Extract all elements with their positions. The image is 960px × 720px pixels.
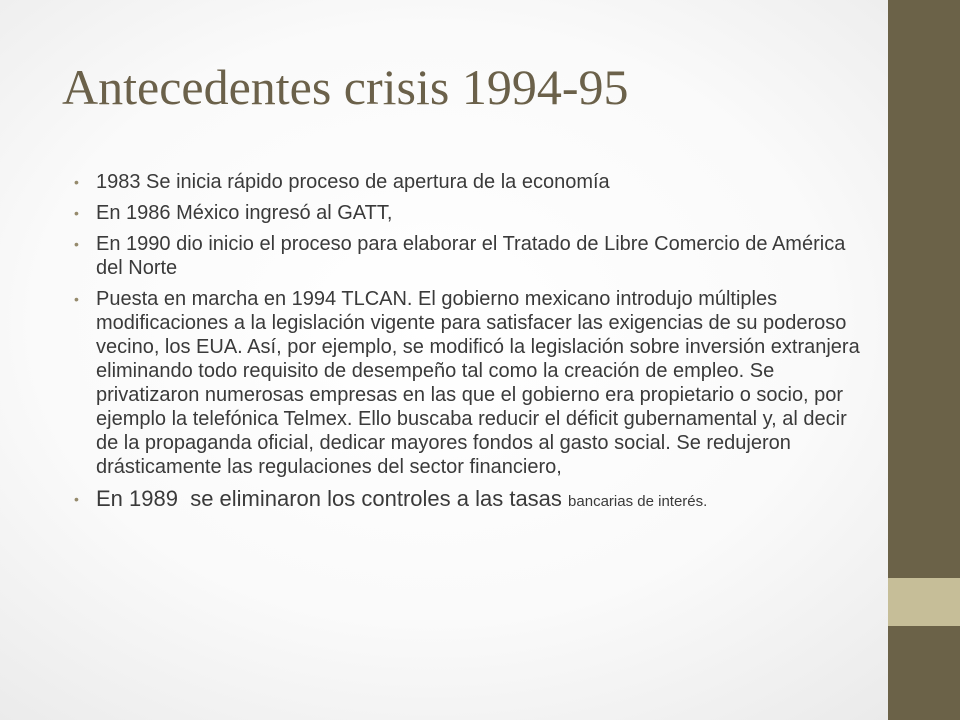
bullet-dot-icon: • bbox=[74, 236, 79, 252]
bullet-item bbox=[70, 287, 860, 479]
bullet-text: 1983 Se inicia rápido proceso de apertura de la economía bbox=[96, 171, 610, 193]
bullet-text-small-tail: bancarias de interés. bbox=[568, 493, 708, 510]
bullet-item bbox=[70, 232, 860, 280]
bullet-dot-icon: • bbox=[74, 491, 79, 507]
bullet-text: En 1990 dio inicio el proceso para elaborar el Tratado de Libre Comercio de América del Norte bbox=[96, 233, 846, 279]
bullet-item bbox=[70, 486, 860, 515]
bullet-text: Puesta en marcha en 1994 TLCAN. El gobierno mexicano introdujo múltiples modificaciones a la legislación vigente para satisfacer las exigencias de su poderoso vecino, los EUA. Así, por ejemplo, se modificó la legislación sobre inversión extranjera eliminando todo requisito de desempeño tal como la creación de empleo. Se privatizaron numerosas empresas en las que el gobierno era propietario o socio, por ejemplo la telefónica Telmex. Ello buscaba reducir el déficit gubernamental y, al decir de la propaganda oficial, dedicar mayores fondos al gasto social. Se redujeron drásticamente las regulaciones del sector financiero, bbox=[96, 288, 860, 478]
bullet-item bbox=[70, 201, 860, 225]
bullet-text: En 1986 México ingresó al GATT, bbox=[96, 202, 393, 224]
bullet-text: En 1989 se eliminaron los controles a las tasas bbox=[96, 486, 569, 511]
bullet-dot-icon: • bbox=[74, 291, 79, 307]
band-dark-bottom bbox=[888, 626, 960, 720]
bullet-dot-icon: • bbox=[74, 205, 79, 221]
slide-title: Antecedentes crisis 1994-95 bbox=[62, 59, 629, 115]
bullet-list bbox=[70, 170, 860, 522]
decorative-side-band bbox=[888, 0, 960, 720]
band-dark-top bbox=[888, 0, 960, 578]
band-light-strip bbox=[888, 578, 960, 626]
bullet-item bbox=[70, 170, 860, 194]
bullet-dot-icon: • bbox=[74, 174, 79, 190]
